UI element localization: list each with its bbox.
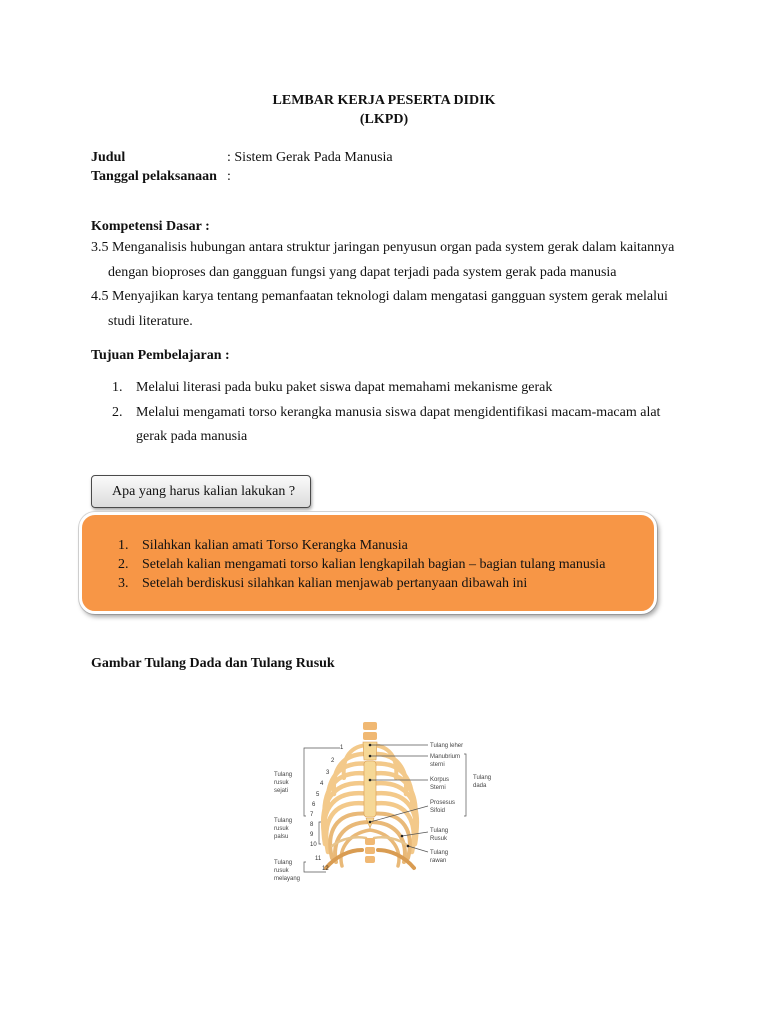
question-box xyxy=(91,475,311,508)
kompetensi-line-cont: dengan bioproses dan gangguan fungsi yang dapat terjadi pada system gerak pada manusia xyxy=(108,264,617,280)
label-manubrium: sterni xyxy=(430,762,445,768)
left-group-labels xyxy=(274,772,300,882)
label-palsu: palsu xyxy=(274,834,289,840)
document-title: LEMBAR KERJA PESERTA DIDIK xyxy=(272,93,496,108)
kompetensi-heading: Kompetensi Dasar : xyxy=(91,219,210,234)
label-tulang-rusuk: Tulang xyxy=(430,828,449,834)
rib-number: 12 xyxy=(322,866,329,872)
rib-number: 8 xyxy=(310,822,314,828)
tujuan-number: 1. xyxy=(112,380,123,395)
label-prosesus: Prosesus xyxy=(430,800,456,806)
step-text: Setelah berdiskusi silahkan kalian menjawab pertanyaan dibawah ini xyxy=(142,576,528,591)
step-item xyxy=(118,536,605,555)
kompetensi-line: 4.5 Menyajikan karya tentang pemanfaatan teknologi dalam mengatasi gangguan system gerak melalui xyxy=(91,289,668,304)
document-subtitle: (LKPD) xyxy=(359,112,409,127)
kompetensi-line-cont: studi literature. xyxy=(108,313,193,329)
rib-number: 5 xyxy=(316,792,320,798)
kompetensi-line: 3.5 Menganalisis hubungan antara struktur jaringan penyusun organ pada system gerak dalam kaitannya xyxy=(91,240,675,255)
label-tulang-rusuk: Rusuk xyxy=(430,836,448,842)
label-tulang-rawan: Tulang xyxy=(430,850,449,856)
label-manubrium: Manubrium xyxy=(430,754,461,760)
tanggal-label: Tanggal pelaksanaan xyxy=(91,169,217,184)
ribcage-illustration xyxy=(270,718,506,888)
rib-number: 3 xyxy=(326,770,330,776)
rib-number: 2 xyxy=(331,758,335,764)
step-item xyxy=(118,555,605,574)
label-korpus: Sterni xyxy=(430,785,446,791)
steps-list xyxy=(118,536,605,593)
meta-tanggal-row xyxy=(91,169,231,185)
label-sejati: Tulang xyxy=(274,772,293,778)
question-label: Apa yang harus kalian lakukan ? xyxy=(112,483,296,499)
step-text: Setelah kalian mengamati torso kalian lengkapilah bagian – bagian tulang manusia xyxy=(142,557,606,572)
rib-number: 9 xyxy=(310,832,314,838)
meta-judul-row xyxy=(91,150,393,166)
label-melayang: rusuk xyxy=(274,868,289,874)
rib-number: 11 xyxy=(315,856,322,862)
rib-number: 4 xyxy=(320,781,324,787)
tujuan-heading: Tujuan Pembelajaran : xyxy=(91,348,230,363)
label-palsu: Tulang xyxy=(274,818,293,824)
step-number: 3. xyxy=(118,576,129,591)
label-sejati: rusuk xyxy=(274,780,289,786)
rib-number: 7 xyxy=(310,812,314,818)
rib-number: 10 xyxy=(310,842,317,848)
label-korpus: Korpus xyxy=(430,777,450,783)
rib-number: 6 xyxy=(312,802,316,808)
kompetensi-item xyxy=(91,236,691,285)
instructions-box xyxy=(79,512,657,614)
label-tulang-dada: dada xyxy=(473,783,487,789)
label-tulang-rawan: rawan xyxy=(430,858,447,864)
step-number: 1. xyxy=(118,538,129,553)
step-number: 2. xyxy=(118,557,129,572)
judul-value: : Sistem Gerak Pada Manusia xyxy=(227,150,393,165)
tujuan-item xyxy=(112,401,672,450)
judul-label: Judul xyxy=(91,150,126,165)
tujuan-list xyxy=(112,376,672,450)
figure-heading: Gambar Tulang Dada dan Tulang Rusuk xyxy=(91,656,335,671)
label-palsu: rusuk xyxy=(274,826,289,832)
tujuan-item xyxy=(112,376,672,401)
label-melayang: melayang xyxy=(274,876,301,882)
label-tulang-leher: Tulang leher xyxy=(430,743,464,749)
step-text: Silahkan kalian amati Torso Kerangka Manusia xyxy=(142,538,408,553)
tujuan-text: Melalui literasi pada buku paket siswa dapat memahami mekanisme gerak xyxy=(136,380,553,395)
tujuan-number: 2. xyxy=(112,404,123,420)
label-tulang-dada: Tulang xyxy=(473,775,492,781)
tujuan-text: Melalui mengamati torso kerangka manusia siswa dapat mengidentifikasi macam-macam alat gerak pada manusia xyxy=(136,404,661,444)
ribcage-figure xyxy=(270,718,506,888)
rib-number: 1 xyxy=(340,745,344,751)
tanggal-value: : xyxy=(227,169,231,184)
label-prosesus: Sifoid xyxy=(430,808,446,814)
kompetensi-item xyxy=(91,285,691,334)
label-sejati: sejati xyxy=(274,788,289,794)
right-labels xyxy=(430,743,491,864)
step-item xyxy=(118,574,605,593)
label-melayang: Tulang xyxy=(274,860,293,866)
